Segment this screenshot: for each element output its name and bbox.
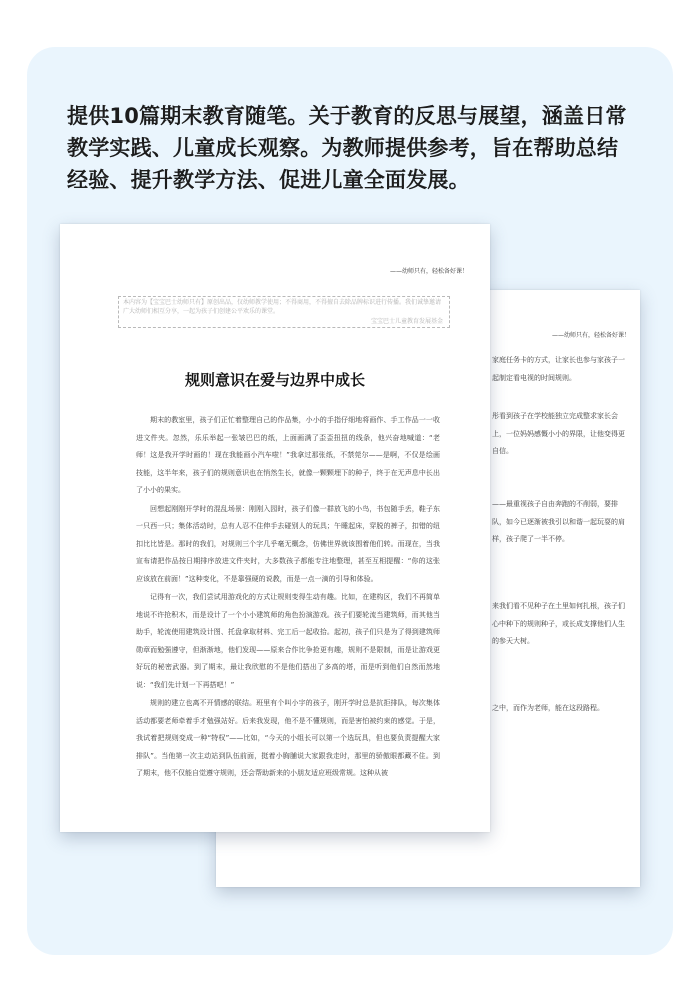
notice-signature: 宝宝巴士儿童教育发展基金 <box>370 318 443 325</box>
body-paragraph: 期末的教室里，孩子们正忙着整理自己的作品集，小小的手指仔细地将画作、手工作品一一收进文件夹。忽然，乐乐举起一张皱巴巴的纸，上面画满了歪歪扭扭的线条，他兴奋地喊道：“老师！这是我开学时画的！现在我能画小汽车啦！”我拿过那张纸，不禁莞尔——是啊，不仅是绘画技能，这半年来，孩子们的规则意识也在悄然生长，就像一颗颗埋下的种子，终于在无声息中长出了小小的果实。 <box>136 416 440 494</box>
body-paragraph: ——最重视孩子自由奔跑的不削弱，要排队，如今已逐渐被我引以和谐一起玩耍的肩样，孩子爬了一半不停。 <box>492 500 625 543</box>
notice-text: 本内容为【宝宝巴士幼师只有】原创出品，仅幼师教学使用；不得商用，不得擅自去除品牌标识进行传播。我们诚挚邀请广大幼师们相互分享，一起为孩子们创建公平欢乐的课堂。 <box>123 299 442 315</box>
page-header: ——幼师只有，轻松备好课！ <box>551 332 630 339</box>
body-paragraph: 之中，而作为老师，能在这段路程。 <box>492 704 604 712</box>
body-paragraph: 回想起刚刚开学时的混乱场景：刚刚入园时，孩子们像一群放飞的小鸟，书包随手丢，鞋子东一只西一只；集体活动时，总有人忍不住伸手去碰别人的玩具；午睡起床，穿脱的裤子，扣错的纽扣比比皆是。那时的我们，对规则三个字几乎毫无概念，仿佛世界就该围着他们转。而现在，当我宣布请把作品按日期排序放进文件夹时，大多数孩子都能专注地整理，甚至互相提醒：“你的这张应该放在前面！”这种变化，不是靠强硬的说教，而是一点一滴的引导和体验。 <box>136 504 440 583</box>
body-paragraph: 家庭任务卡的方式，让家长也参与家孩子一起制定看电视的时间规则。 <box>492 356 625 382</box>
article-body <box>136 412 440 784</box>
article-title: 规则意识在爱与边界中成长 <box>184 371 365 389</box>
intro-text: 提供10篇期末教育随笔。关于教育的反思与展望，涵盖日常教学实践、儿童成长观察。为教师提供参考，旨在帮助总结经验、提升教学方法、促进儿童全面发展。 <box>67 104 627 192</box>
body-paragraph: 彤看到孩子在学校能独立完成整求家长会上，一位妈妈感慨小小的界限，让他变得更自信。 <box>492 412 625 455</box>
body-paragraph: 记得有一次，我们尝试用游戏化的方式让规则变得生动有趣。比如，在建构区，我们不再简单地说不许抢积木，而是设计了一个小小建筑师的角色扮演游戏。孩子们要轮流当建筑师，而其他当助手，轮流使用建筑设计图、托盘拿取材料、完工后一起收拾。起初，孩子们只是为了得到建筑师勋章而勉强遵守，但渐渐地，他们发现——原来合作比争抢更有趣，规则不是限制，而是让游戏更好玩的秘密武器。到了期末，最让我欣慰的不是他们搭出了多高的塔，而是听到他们自然而然地说：“我们先计划一下再搭吧！” <box>136 593 440 689</box>
front-document-page <box>60 224 490 832</box>
page-header: ——幼师只有，轻松备好课！ <box>389 268 468 275</box>
body-paragraph: 规则的建立也离不开情感的联结。班里有个叫小宇的孩子，刚开学时总是抗拒排队，每次集体活动都要老师牵着手才勉强站好。后来我发现，他不是不懂规则，而是害怕被约束的感觉。于是，我试着把规则变成一种“特权”——比如，“今天的小组长可以第一个选玩具，但也要负责提醒大家排队”。当他第一次主动站到队伍前面，挺着小胸脯说大家跟我走时，那里的骄傲眼都藏不住。到了期末，他不仅能自觉遵守规则，还会帮助新来的小朋友适应班级常规。这种从被 <box>136 699 440 777</box>
copyright-notice <box>118 296 450 328</box>
body-paragraph: 来我们看不见种子在土里如何扎根，孩子们心中种下的规则种子，或长成支撑他们人生的参天大树。 <box>492 602 625 645</box>
